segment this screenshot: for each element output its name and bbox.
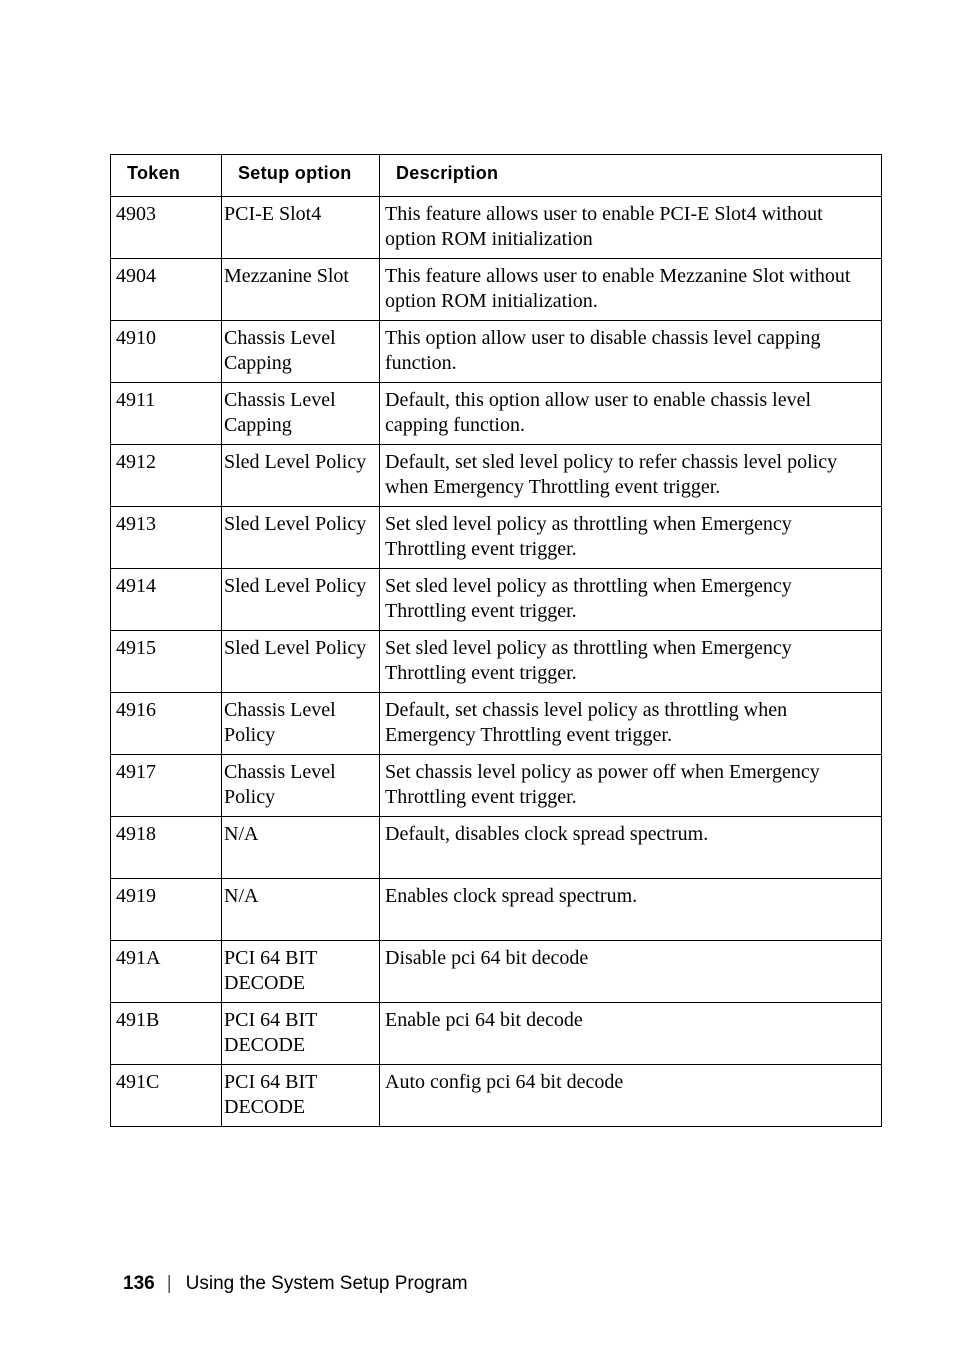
token-cell: 4912 (111, 445, 222, 507)
description-cell: Auto config pci 64 bit decode (380, 1065, 882, 1127)
description-cell: Default, disables clock spread spectrum. (380, 817, 882, 879)
description-cell: This feature allows user to enable Mezzanine Slot without option ROM initialization. (380, 259, 882, 321)
description-cell: Set chassis level policy as power off when Emergency Throttling event trigger. (380, 755, 882, 817)
token-cell: 491B (111, 1003, 222, 1065)
description-cell: Set sled level policy as throttling when Emergency Throttling event trigger. (380, 507, 882, 569)
header-description: Description (380, 155, 882, 197)
token-cell: 4913 (111, 507, 222, 569)
token-cell: 4915 (111, 631, 222, 693)
setup-option-cell: N/A (222, 879, 380, 941)
description-cell: Default, set sled level policy to refer chassis level policy when Emergency Throttling event trigger. (380, 445, 882, 507)
table-row (111, 817, 882, 879)
token-cell: 4903 (111, 197, 222, 259)
description-cell: Set sled level policy as throttling when Emergency Throttling event trigger. (380, 569, 882, 631)
setup-option-cell: Chassis Level Policy (222, 693, 380, 755)
page-footer (123, 1272, 468, 1296)
setup-option-cell: Mezzanine Slot (222, 259, 380, 321)
setup-option-cell: Sled Level Policy (222, 631, 380, 693)
token-cell: 4917 (111, 755, 222, 817)
description-cell: Set sled level policy as throttling when Emergency Throttling event trigger. (380, 631, 882, 693)
setup-option-cell: N/A (222, 817, 380, 879)
description-cell: Disable pci 64 bit decode (380, 941, 882, 1003)
description-cell: This option allow user to disable chassis level capping function. (380, 321, 882, 383)
setup-option-cell: Chassis Level Capping (222, 383, 380, 445)
setup-option-cell: Sled Level Policy (222, 569, 380, 631)
description-cell: Enable pci 64 bit decode (380, 1003, 882, 1065)
table-row (111, 507, 882, 569)
token-cell: 4904 (111, 259, 222, 321)
setup-option-cell: Chassis Level Policy (222, 755, 380, 817)
setup-option-cell: Sled Level Policy (222, 507, 380, 569)
description-cell: Enables clock spread spectrum. (380, 879, 882, 941)
token-cell: 4914 (111, 569, 222, 631)
table-row (111, 259, 882, 321)
table-row (111, 321, 882, 383)
setup-option-cell: PCI 64 BIT DECODE (222, 1065, 380, 1127)
table-row (111, 1003, 882, 1065)
header-token: Token (111, 155, 222, 197)
table-row (111, 693, 882, 755)
token-cell: 4911 (111, 383, 222, 445)
setup-option-cell: Sled Level Policy (222, 445, 380, 507)
page-number: 136 (123, 1273, 155, 1294)
table-row (111, 755, 882, 817)
setup-option-cell: PCI-E Slot4 (222, 197, 380, 259)
section-title: Using the System Setup Program (185, 1273, 468, 1294)
token-cell: 4919 (111, 879, 222, 941)
token-cell: 491A (111, 941, 222, 1003)
table-row (111, 569, 882, 631)
table-row (111, 445, 882, 507)
table-row (111, 383, 882, 445)
table-row (111, 879, 882, 941)
table-row (111, 197, 882, 259)
description-cell: This feature allows user to enable PCI-E Slot4 without option ROM initialization (380, 197, 882, 259)
table-header-row (111, 155, 882, 197)
table-row (111, 631, 882, 693)
token-cell: 4910 (111, 321, 222, 383)
token-cell: 4916 (111, 693, 222, 755)
token-table (110, 154, 882, 1127)
table-row (111, 1065, 882, 1127)
description-cell: Default, set chassis level policy as throttling when Emergency Throttling event trigger. (380, 693, 882, 755)
footer-separator: | (166, 1273, 172, 1294)
token-cell: 491C (111, 1065, 222, 1127)
token-cell: 4918 (111, 817, 222, 879)
setup-option-cell: PCI 64 BIT DECODE (222, 1003, 380, 1065)
setup-option-cell: Chassis Level Capping (222, 321, 380, 383)
table-row (111, 941, 882, 1003)
header-setup-option: Setup option (222, 155, 380, 197)
description-cell: Default, this option allow user to enable chassis level capping function. (380, 383, 882, 445)
setup-option-cell: PCI 64 BIT DECODE (222, 941, 380, 1003)
